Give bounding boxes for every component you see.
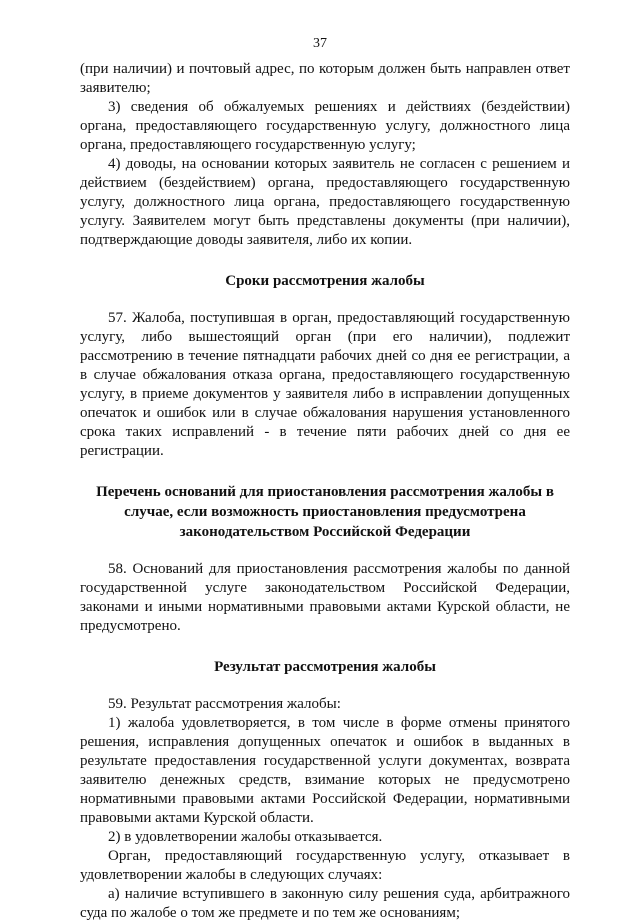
paragraph-refusal-case-a: а) наличие вступившего в законную силу решения суда, арбитражного суда по жалобе о том же предмете и по тем же основаниям; [80,886,570,921]
paragraph-59-item-2: 2) в удовлетворении жалобы отказывается. [108,829,383,845]
paragraph-57: 57. Жалоба, поступившая в орган, предоставляющий государственную услугу, либо вышестоящий орган (при его наличии), подлежит рассмотрению в течение пятнадцати рабочих дней со дня ее регистрации, а в случае обжалования отказа органа, предоставляющего государственную услугу, в приеме документов у заявителя либо в исправлении допущенных опечаток и ошибок или в случае обжалования нарушения установленного срока таких исправлений - в течение пяти рабочих дней со дня ее регистрации. [80,310,570,459]
paragraph-59: 59. Результат рассмотрения жалобы: [108,696,341,712]
paragraph-59-item-1: 1) жалоба удовлетворяется, в том числе в форме отмены принятого решения, исправления допущенных опечаток и ошибок в выданных в результате предоставления государственной услуги документах, возврата заявителю денежных средств, взимание которых не предусмотрено нормативными правовыми актами Российской Федерации, нормативными правовыми актами Курской области. [80,715,570,826]
paragraph-refusal-cases: Орган, предоставляющий государственную услугу, отказывает в удовлетворении жалобы в следующих случаях: [80,848,570,883]
heading-suspension-grounds: Перечень оснований для приостановления рассмотрения жалобы в случае, если возможность приостановления предусмотрена законодательством Российской Федерации [96,484,554,540]
heading-complaint-result: Результат рассмотрения жалобы [214,659,436,675]
document-body [80,60,570,923]
paragraph-item-3: 3) сведения об обжалуемых решениях и действиях (бездействии) органа, предоставляющего государственную услугу, должностного лица органа, предоставляющего государственную услугу; [80,99,570,153]
paragraph-item-4: 4) доводы, на основании которых заявитель не согласен с решением и действием (бездействием) органа, предоставляющего государственную услугу, должностного лица органа, предоставляющего государственную услугу. Заявителем могут быть представлены документы (при наличии), подтверждающие доводы заявителя, либо их копии. [80,156,570,248]
paragraph-58: 58. Оснований для приостановления рассмотрения жалобы по данной государственной услуге законодательством Российской Федерации, законами и иными нормативными правовыми актами Курской области, не предусмотрено. [80,561,570,634]
paragraph-address-continuation: (при наличии) и почтовый адрес, по которым должен быть направлен ответ заявителю; [80,61,570,96]
heading-complaint-terms: Сроки рассмотрения жалобы [225,273,425,289]
page-number: 37 [313,36,327,51]
